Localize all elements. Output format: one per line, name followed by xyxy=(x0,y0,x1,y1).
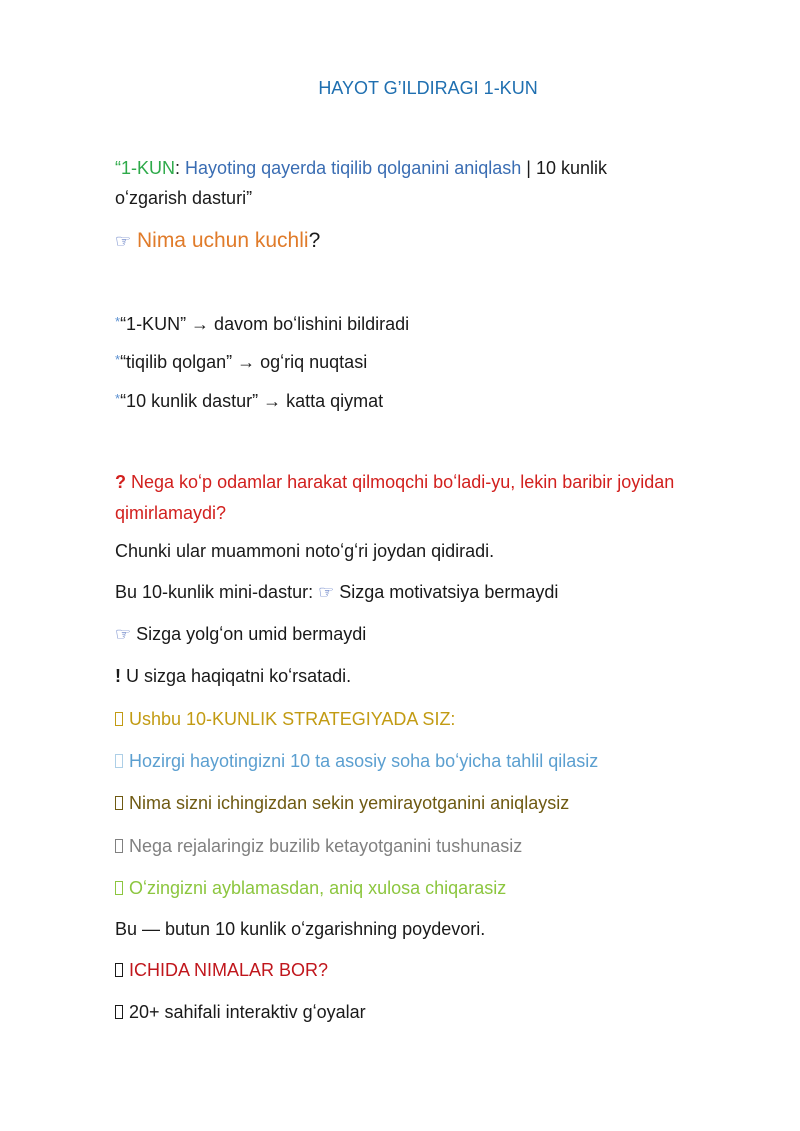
point-text: “10 kunlik dastur” → katta qiymat xyxy=(120,391,384,411)
inside-heading-text: ICHIDA NIMALAR BOR? xyxy=(129,960,329,980)
point-1 xyxy=(115,306,755,340)
inside-item-text: 20+ sahifali interaktiv gʻoyalar xyxy=(129,1002,366,1022)
intro-topic: Hayoting qayerda tiqilib qolganini aniqlash xyxy=(185,158,522,178)
strategy-item-text: Nima sizni ichingizdan sekin yemirayotganini aniqlaysiz xyxy=(129,793,570,813)
intro-line-2: oʻzgarish dasturi” xyxy=(115,188,253,208)
answer-text: Chunki ular muammoni notoʻgʻri joydan qidiradi. xyxy=(115,541,495,561)
strategy-item-1 xyxy=(115,745,755,777)
why-text: Nima uchun kuchli xyxy=(136,229,309,252)
foundation-text: Bu — butun 10 kunlik oʻzgarishning poydevori. xyxy=(115,919,486,939)
pointing-hand-icon: ☞ xyxy=(115,231,132,251)
strategy-heading-text: Ushbu 10-KUNLIK STRATEGIYADA SIZ: xyxy=(129,709,456,729)
point-text: “1-KUN” → davom boʻlishini bildiradi xyxy=(120,314,410,334)
question-line-2: qimirlamaydi? xyxy=(115,503,227,523)
question-line-1 xyxy=(115,466,755,498)
why-mark: ? xyxy=(308,229,321,252)
star-icon: * xyxy=(115,391,121,406)
placeholder-box-icon xyxy=(115,839,123,853)
open-quote: “ xyxy=(115,158,121,178)
placeholder-box-icon xyxy=(115,1005,123,1019)
pointing-hand-icon: ☞ xyxy=(318,582,335,602)
why-heading xyxy=(115,225,755,257)
strategy-item-text: Oʻzingizni ayblamasdan, aniq xulosa chiqarasiz xyxy=(129,878,507,898)
inside-item xyxy=(115,996,755,1028)
placeholder-box-icon xyxy=(115,963,123,977)
intro-separator: | xyxy=(521,158,536,178)
exclamation-icon: ! xyxy=(115,666,121,686)
strategy-item-4 xyxy=(115,872,755,904)
program-line-2 xyxy=(115,618,755,650)
placeholder-box-icon xyxy=(115,754,123,768)
placeholder-box-icon xyxy=(115,712,123,726)
point-3 xyxy=(115,383,755,417)
truth-text: U sizga haqiqatni koʻrsatadi. xyxy=(126,666,352,686)
strategy-item-text: Nega rejalaringiz buzilib ketayotganini tushunasiz xyxy=(129,836,523,856)
question-text-1: Nega koʻp odamlar harakat qilmoqchi boʻladi-yu, lekin baribir joyidan xyxy=(131,472,675,492)
intro-line-1 xyxy=(115,152,755,184)
point-text: “tiqilib qolgan” → ogʻriq nuqtasi xyxy=(120,352,368,372)
intro-colon: : xyxy=(175,158,181,178)
inside-heading xyxy=(115,954,755,986)
intro-day: 1-KUN xyxy=(121,158,176,178)
program-line-1 xyxy=(115,576,755,608)
intro-rest-1: 10 kunlik xyxy=(535,158,608,178)
program-item-1: Sizga motivatsiya bermaydi xyxy=(339,582,559,602)
star-icon: * xyxy=(115,352,121,367)
strategy-item-text: Hozirgi hayotingizni 10 ta asosiy soha boʻyicha tahlil qilasiz xyxy=(129,751,599,771)
program-prefix: Bu 10-kunlik mini-dastur: xyxy=(115,582,314,602)
red-question-icon: ? xyxy=(115,472,126,492)
strategy-heading xyxy=(115,703,755,735)
program-item-2: Sizga yolgʻon umid bermaydi xyxy=(136,624,367,644)
truth-line xyxy=(115,660,755,692)
placeholder-box-icon xyxy=(115,881,123,895)
page-title: HAYOT G’ILDIRAGI 1-KUN xyxy=(318,78,538,98)
placeholder-box-icon xyxy=(115,796,123,810)
strategy-item-2 xyxy=(115,787,755,819)
pointing-hand-icon: ☞ xyxy=(115,624,132,644)
point-2 xyxy=(115,344,755,378)
strategy-item-3 xyxy=(115,830,755,862)
star-icon: * xyxy=(115,314,121,329)
